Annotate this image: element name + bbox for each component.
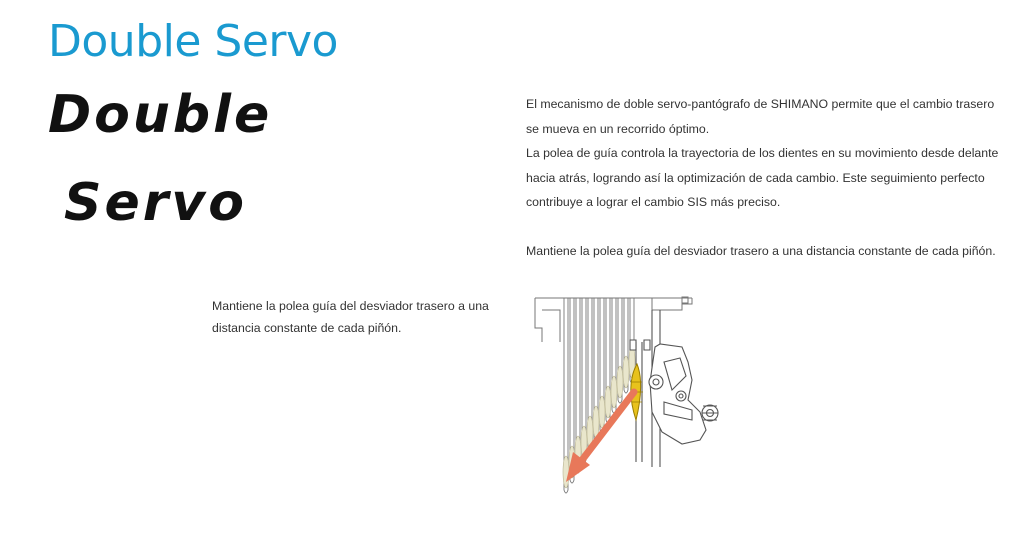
double-servo-logo [46,80,286,240]
rear-derailleur [630,310,718,467]
cog-tooth [563,456,569,488]
derailleur-illustration [532,292,732,518]
intro-paragraph-mechanism: El mecanismo de doble servo-pantógrafo de SHIMANO permite que el cambio trasero se mueva en un recorrido óptimo. [526,97,995,136]
cassette-bracket [535,297,692,342]
logo-line-double: Double [48,85,273,145]
intro-text [526,92,1006,264]
cog-tooth [611,376,617,408]
intro-paragraph-pulley: La polea de guía controla la trayectoria de los dientes en su movimiento desde delante hacia atrás, logrando así la optimización de cada cambio. Este seguimiento perfecto contribuye a lograr el cambio SIS más preciso. [526,146,999,209]
figure-caption: Mantiene la polea guía del desviador trasero a una distancia constante de cada piñón. [212,299,489,335]
page-title: Double Servo [48,16,338,67]
intro-paragraph-distance: Mantiene la polea guía del desviador trasero a una distancia constante de cada piñón. [526,244,996,258]
cog-tooth [605,386,611,418]
logo-line-servo: Servo [64,173,247,233]
cog-tooth [623,356,629,388]
cog-tooth [599,396,605,428]
cog-tooth [617,366,623,398]
cog-tooth [593,406,599,438]
